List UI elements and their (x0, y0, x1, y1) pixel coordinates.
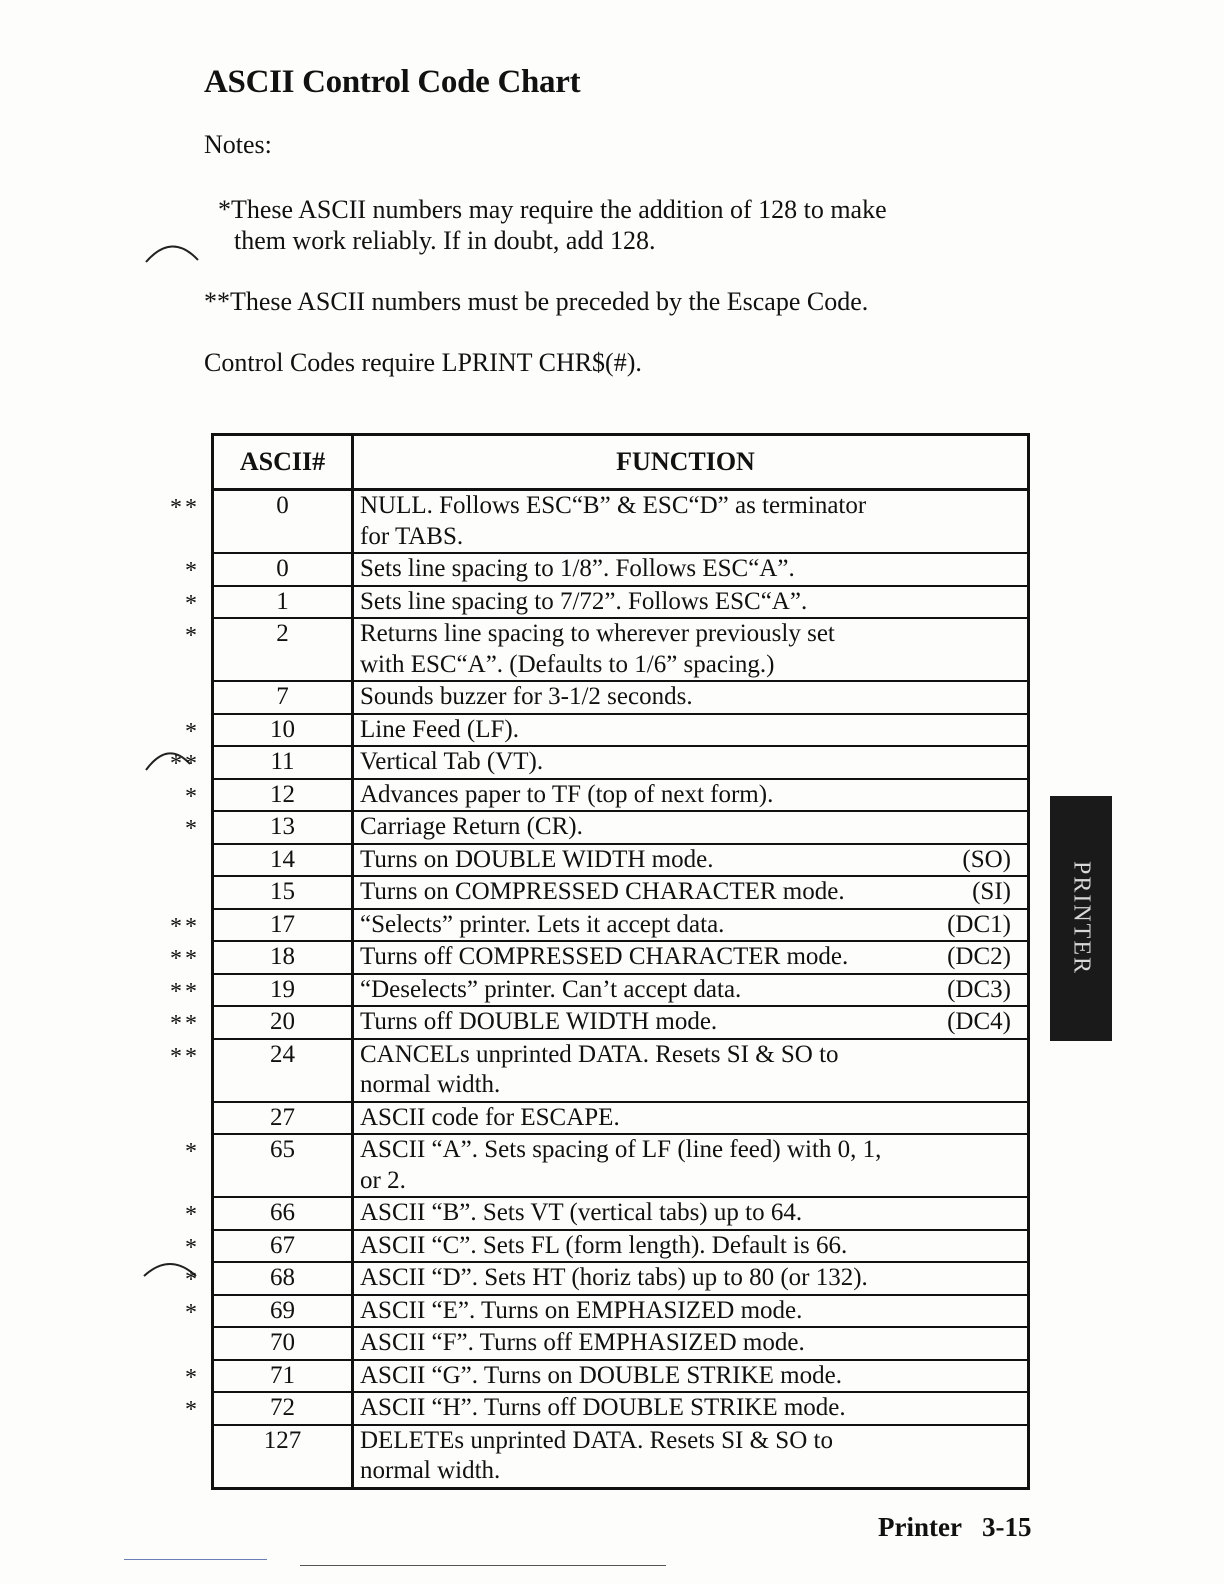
function-cell (354, 682, 1027, 713)
function-cell (354, 975, 1027, 1006)
function-text (360, 587, 807, 618)
function-text (360, 1231, 847, 1262)
function-cell (354, 780, 1027, 811)
table-row (214, 845, 1027, 878)
table-row (185, 1393, 1027, 1426)
table-row (185, 1361, 1027, 1394)
function-text (360, 715, 519, 746)
function-cell (354, 1263, 1027, 1294)
function-text (360, 812, 583, 843)
function-cell (354, 587, 1027, 618)
row-mark: ** (170, 1011, 200, 1037)
function-text (360, 1393, 846, 1424)
ascii-number-cell: 19 (214, 975, 354, 1006)
function-text-line1: Carriage Return (CR). (360, 813, 583, 840)
function-cell (354, 1393, 1027, 1424)
row-mark: * (185, 1234, 200, 1261)
table-row (170, 942, 1027, 975)
row-mark: * (185, 623, 200, 649)
function-text-line1: ASCII “A”. Sets spacing of LF (line feed) with 0, 1, (360, 1136, 882, 1163)
function-text-line1: Turns off DOUBLE WIDTH mode. (360, 1008, 718, 1035)
control-code: (SO) (962, 845, 1011, 873)
function-text (360, 1040, 839, 1101)
function-text-line2: normal width. (360, 1457, 501, 1484)
function-text-line1: Sets line spacing to 1/8”. Follows ESC“A”. (360, 555, 795, 582)
table-row (170, 1007, 1027, 1040)
table-header (214, 436, 1027, 491)
row-mark: * (185, 590, 200, 617)
table-row (170, 747, 1027, 780)
function-cell (354, 747, 1027, 778)
function-text (360, 1296, 802, 1327)
function-cell (354, 845, 1027, 876)
ascii-number-cell: 27 (214, 1103, 354, 1134)
function-text (360, 942, 848, 973)
function-cell (354, 1040, 1027, 1101)
row-mark: ** (170, 946, 200, 972)
ascii-number-cell: 18 (214, 942, 354, 973)
ascii-number-cell: 72 (214, 1393, 354, 1424)
ascii-number-cell: 71 (214, 1361, 354, 1392)
function-text-line1: Turns off COMPRESSED CHARACTER mode. (360, 943, 849, 970)
row-mark: * (185, 1364, 200, 1391)
ascii-number-cell: 127 (214, 1426, 354, 1487)
function-text-line1: Sounds buzzer for 3-1/2 seconds. (360, 683, 693, 710)
row-mark: * (185, 1299, 200, 1326)
function-text-line1: ASCII “E”. Turns on EMPHASIZED mode. (360, 1296, 803, 1324)
table-row (214, 1426, 1027, 1487)
function-cell (354, 715, 1027, 746)
function-text-line2: or 2. (360, 1166, 406, 1194)
table-row (185, 1263, 1027, 1296)
function-text-line1: ASCII “G”. Turns on DOUBLE STRIKE mode. (360, 1361, 842, 1389)
ascii-number-cell: 20 (214, 1007, 354, 1038)
ascii-number-cell: 2 (214, 619, 354, 680)
function-cell (354, 1296, 1027, 1327)
function-text (360, 554, 795, 585)
function-cell (354, 1328, 1027, 1359)
notes-label: Notes: (204, 130, 272, 159)
note-add-128-line1: *These ASCII numbers may require the addition of 128 to make (218, 195, 887, 224)
ascii-number-cell: 69 (214, 1296, 354, 1327)
row-mark: ** (170, 978, 200, 1005)
row-mark: ** (170, 495, 200, 521)
function-text (360, 1263, 868, 1294)
side-tab (1050, 796, 1112, 1041)
table-row (185, 554, 1027, 587)
ascii-number-cell: 68 (214, 1263, 354, 1294)
ascii-number-cell: 13 (214, 812, 354, 843)
function-text (360, 910, 724, 941)
ascii-number-cell: 7 (214, 682, 354, 713)
row-mark: * (185, 1267, 200, 1293)
function-text (360, 1135, 881, 1196)
table-row (170, 491, 1027, 554)
ascii-number-cell: 11 (214, 747, 354, 778)
function-text (360, 845, 713, 876)
function-text-line1: Advances paper to TF (top of next form). (360, 780, 774, 808)
function-cell (354, 1361, 1027, 1392)
function-text-line1: Turns on DOUBLE WIDTH mode. (360, 845, 714, 873)
bottom-rule (124, 1559, 267, 1560)
function-text (360, 747, 543, 778)
function-text-line1: ASCII “H”. Turns off DOUBLE STRIKE mode. (360, 1394, 846, 1421)
ascii-number-cell: 65 (214, 1135, 354, 1196)
function-text-line1: ASCII “F”. Turns off EMPHASIZED mode. (360, 1329, 805, 1356)
control-code: (SI) (972, 878, 1011, 905)
function-text-line1: Turns on COMPRESSED CHARACTER mode. (360, 878, 845, 905)
row-mark: * (185, 558, 200, 584)
function-text-line2: for TABS. (360, 522, 464, 550)
table-row (185, 1135, 1027, 1198)
function-text (360, 1426, 833, 1487)
note-add-128-line2: them work reliably. If in doubt, add 128. (234, 226, 656, 255)
ascii-number-cell: 24 (214, 1040, 354, 1101)
function-text (360, 619, 835, 680)
ascii-number-cell: 0 (214, 491, 354, 552)
function-text (360, 1328, 805, 1359)
row-mark: * (185, 718, 200, 745)
function-cell (354, 812, 1027, 843)
column-header-ascii: ASCII# (214, 436, 354, 488)
function-text (360, 1361, 842, 1392)
ascii-control-table (170, 433, 1030, 1490)
table-row (185, 1296, 1027, 1329)
row-mark: ** (170, 1043, 200, 1070)
function-text (360, 780, 773, 811)
function-text-line1: ASCII “D”. Sets HT (horiz tabs) up to 80 (or 132). (360, 1264, 868, 1291)
page-footer (878, 1512, 1031, 1543)
table-row (185, 619, 1027, 682)
row-mark: ** (170, 751, 200, 777)
function-text (360, 682, 693, 713)
function-cell (354, 877, 1027, 908)
function-text-line1: Sets line spacing to 7/72”. Follows ESC“A”. (360, 587, 808, 615)
function-text-line1: Vertical Tab (VT). (360, 748, 544, 775)
function-text-line1: “Deselects” printer. Can’t accept data. (360, 975, 742, 1003)
ascii-number-cell: 67 (214, 1231, 354, 1262)
table-row (185, 1198, 1027, 1231)
function-text-line2: normal width. (360, 1071, 501, 1098)
footer-section: Printer (878, 1512, 962, 1542)
row-mark: * (185, 816, 200, 842)
function-cell (354, 554, 1027, 585)
function-text-line1: ASCII code for ESCAPE. (360, 1103, 620, 1131)
note-add-128 (218, 194, 1018, 256)
ascii-number-cell: 66 (214, 1198, 354, 1229)
function-cell (354, 1103, 1027, 1134)
function-cell (354, 1426, 1027, 1487)
function-text-line1: DELETEs unprinted DATA. Resets SI & SO to (360, 1426, 833, 1454)
function-cell (354, 1231, 1027, 1262)
function-text (360, 1198, 802, 1229)
table-row (185, 812, 1027, 845)
table-row (185, 587, 1027, 620)
control-code: (DC2) (947, 943, 1011, 970)
function-text-line1: “Selects” printer. Lets it accept data. (360, 910, 725, 938)
function-text-line1: CANCELs unprinted DATA. Resets SI & SO to (360, 1040, 839, 1068)
row-mark: ** (170, 913, 200, 940)
side-tab-label: PRINTER (1068, 861, 1095, 976)
footer-page-number: 3-15 (981, 1512, 1032, 1542)
table-row (170, 975, 1027, 1008)
function-cell (354, 942, 1027, 973)
ascii-number-cell: 15 (214, 877, 354, 908)
note-lprint: Control Codes require LPRINT CHR$(#). (204, 348, 642, 377)
ascii-number-cell: 12 (214, 780, 354, 811)
function-cell (354, 491, 1027, 552)
table-row (170, 1040, 1027, 1103)
function-cell (354, 1135, 1027, 1196)
function-text-line1: Returns line spacing to wherever previously set (360, 620, 835, 647)
table-row (214, 1328, 1027, 1361)
bottom-rule (300, 1565, 666, 1566)
table-row (185, 780, 1027, 813)
table-row (185, 715, 1027, 748)
row-mark: * (185, 1397, 200, 1423)
control-code: (DC3) (947, 975, 1011, 1003)
row-mark: * (185, 1202, 200, 1228)
control-code: (DC4) (947, 1008, 1011, 1035)
function-text-line1: NULL. Follows ESC“B” & ESC“D” as terminator (360, 492, 867, 519)
table-row (170, 910, 1027, 943)
function-text (360, 975, 741, 1006)
function-text (360, 491, 866, 552)
control-code: (DC1) (947, 910, 1011, 938)
table-row (214, 682, 1027, 715)
ascii-number-cell: 10 (214, 715, 354, 746)
note-escape-code: **These ASCII numbers must be preceded by the Escape Code. (204, 287, 869, 316)
function-text-line1: ASCII “B”. Sets VT (vertical tabs) up to 64. (360, 1199, 803, 1226)
table-row (214, 1103, 1027, 1136)
ascii-number-cell: 70 (214, 1328, 354, 1359)
ascii-number-cell: 17 (214, 910, 354, 941)
function-cell (354, 1198, 1027, 1229)
function-text-line1: ASCII “C”. Sets FL (form length). Default is 66. (360, 1231, 848, 1259)
ascii-number-cell: 14 (214, 845, 354, 876)
row-mark: * (185, 783, 200, 810)
row-mark: * (185, 1139, 200, 1165)
table-row (214, 877, 1027, 910)
table-row (185, 1231, 1027, 1264)
page-title: ASCII Control Code Chart (204, 64, 581, 100)
function-cell (354, 619, 1027, 680)
pen-mark-icon (142, 228, 202, 268)
column-header-function: FUNCTION (616, 447, 755, 476)
function-cell (354, 910, 1027, 941)
ascii-number-cell: 1 (214, 587, 354, 618)
function-text-line2: with ESC“A”. (Defaults to 1/6” spacing.) (360, 650, 775, 678)
function-cell (354, 1007, 1027, 1038)
ascii-number-cell: 0 (214, 554, 354, 585)
function-text (360, 1007, 717, 1038)
function-text (360, 1103, 620, 1134)
function-text-line1: Line Feed (LF). (360, 715, 519, 743)
function-text (360, 877, 845, 908)
